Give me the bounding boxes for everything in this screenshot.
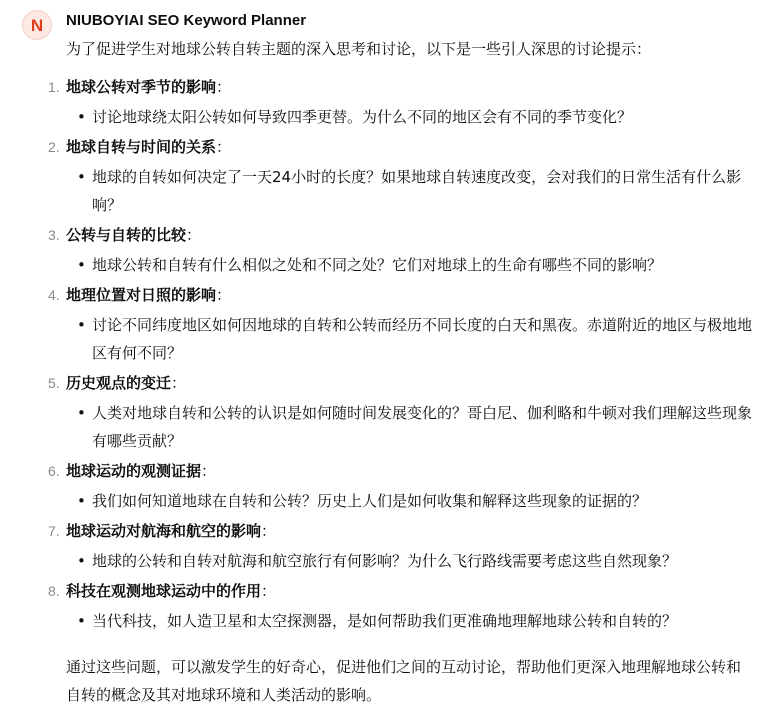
- topic-title: 地理位置对日照的影响：: [66, 286, 232, 304]
- bullet-icon: •: [77, 612, 86, 630]
- assistant-avatar: [22, 10, 52, 40]
- topic-item: [48, 281, 756, 367]
- topic-number: 1.: [48, 79, 60, 95]
- topic-title: 地球运动对航海和航空的影响：: [66, 522, 277, 540]
- topic-item: [48, 369, 756, 455]
- topic-item: [48, 577, 756, 635]
- topic-bullet: [66, 547, 756, 575]
- topic-item: [48, 73, 756, 131]
- topic-title: 地球公转对季节的影响：: [66, 78, 232, 96]
- topic-title: 历史观点的变迁：: [66, 374, 187, 392]
- bullet-icon: •: [77, 552, 86, 570]
- bullet-icon: •: [77, 404, 86, 422]
- topic-item: [48, 517, 756, 575]
- topic-number: 2.: [48, 139, 60, 155]
- bullet-icon: •: [77, 316, 86, 334]
- topic-item: [48, 221, 756, 279]
- bullet-text: 地球的公转和自转对航海和航空旅行有何影响？为什么飞行路线需要考虑这些自然现象？: [92, 552, 678, 570]
- bullet-icon: •: [77, 256, 86, 274]
- bullet-icon: •: [77, 492, 86, 510]
- topic-number: 8.: [48, 583, 60, 599]
- bullet-text: 讨论不同纬度地区如何因地球的自转和公转而经历不同长度的白天和黑夜。赤道附近的地区与极地地区有何不同？: [92, 316, 753, 362]
- avatar-letter: N: [30, 15, 44, 35]
- assistant-name: NIUBOYIAI SEO Keyword Planner: [66, 12, 307, 29]
- topic-bullet: [66, 399, 756, 455]
- topic-item: [48, 133, 756, 219]
- topic-number: 6.: [48, 463, 60, 479]
- topic-bullet: [66, 311, 756, 367]
- topic-bullet: [66, 487, 756, 515]
- topic-item: [48, 457, 756, 515]
- topic-bullet: [66, 163, 756, 219]
- bullet-text: 讨论地球绕太阳公转如何导致四季更替。为什么不同的地区会有不同的季节变化？: [92, 108, 633, 126]
- bullet-text: 我们如何知道地球在自转和公转？历史上人们是如何收集和解释这些现象的证据的？: [92, 492, 648, 510]
- topic-list: [48, 73, 756, 635]
- bullet-text: 地球的自转如何决定了一天24小时的长度？如果地球自转速度改变，会对我们的日常生活有什么影响？: [92, 168, 742, 214]
- bullet-icon: •: [77, 168, 86, 186]
- topic-number: 7.: [48, 523, 60, 539]
- bullet-text: 地球公转和自转有什么相似之处和不同之处？它们对地球上的生命有哪些不同的影响？: [92, 256, 663, 274]
- topic-title: 地球运动的观测证据：: [66, 462, 217, 480]
- bullet-text: 人类对地球自转和公转的认识是如何随时间发展变化的？哥白尼、伽利略和牛顿对我们理解这些现象有哪些贡献？: [92, 404, 753, 450]
- topic-title: 科技在观测地球运动中的作用：: [66, 582, 277, 600]
- topic-number: 3.: [48, 227, 60, 243]
- closing-text: 通过这些问题，可以激发学生的好奇心，促进他们之间的互动讨论，帮助他们更深入地理解地球公转和自转的概念及其对地球环境和人类活动的影响。: [66, 658, 742, 704]
- topic-title: 地球自转与时间的关系：: [66, 138, 232, 156]
- topic-bullet: [66, 103, 756, 131]
- bullet-text: 当代科技，如人造卫星和太空探测器，是如何帮助我们更准确地理解地球公转和自转的？: [92, 612, 678, 630]
- topic-title: 公转与自转的比较：: [66, 226, 202, 244]
- topic-bullet: [66, 607, 756, 635]
- bullet-icon: •: [77, 108, 86, 126]
- topic-number: 4.: [48, 287, 60, 303]
- message-content: [48, 35, 756, 709]
- topic-bullet: [66, 251, 756, 279]
- topic-number: 5.: [48, 375, 60, 391]
- intro-text: 为了促进学生对地球公转自转主题的深入思考和讨论，以下是一些引人深思的讨论提示：: [66, 40, 652, 58]
